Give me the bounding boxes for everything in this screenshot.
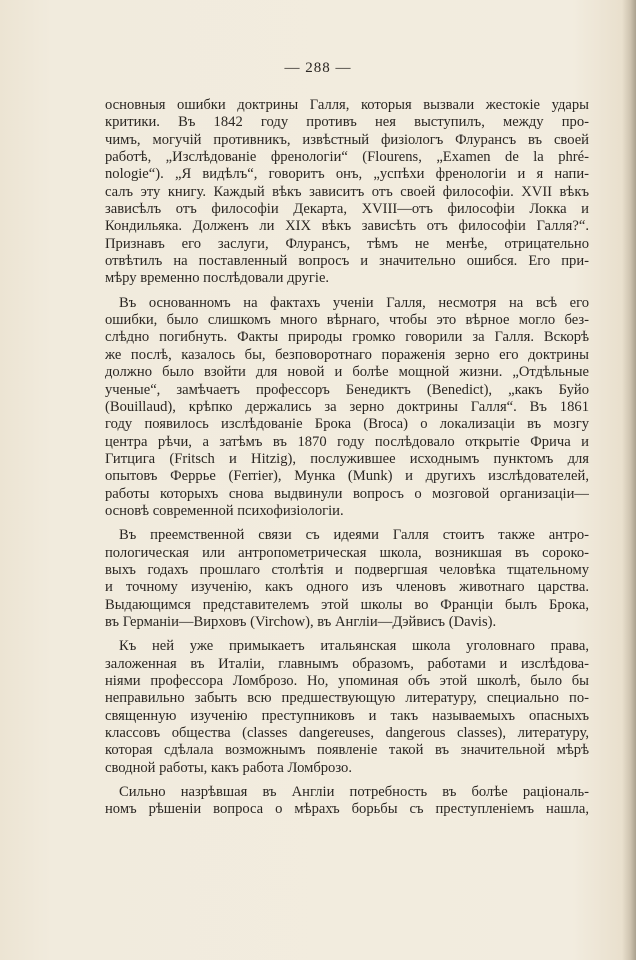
text-line: священную изученію преступниковъ и такъ называемыхъ опасныхъ	[105, 707, 589, 724]
text-line: которая сдѣлала возможнымъ появленіе такой въ значительной мѣрѣ	[105, 742, 589, 759]
text-line: выхъ годахъ прошлаго столѣтія и подвергшая человѣка тщательному	[105, 561, 589, 578]
text-line: ніями профессора Ломброзо. Но, упоминая объ этой школѣ, было бы	[105, 673, 589, 689]
text-line: и точному изученію, какъ одного изъ членовъ животнаго царства.	[105, 579, 589, 596]
text-line: ошибки, было слишкомъ много вѣрнаго, чтобы это вѣрное могло без-	[105, 312, 589, 329]
text-line: году появилось изслѣдованіе Брока (Broca) о локализаціи въ мозгу	[105, 416, 589, 433]
text-line: пологическая или антропометрическая школа, возникшая въ сороко-	[105, 544, 589, 561]
paragraph	[105, 784, 589, 819]
text-line: ученые“, замѣчаетъ профессоръ Бенедиктъ (Benedict), „какъ Буйо	[105, 381, 589, 398]
body-text	[105, 97, 589, 819]
text-line: въ Германіи—Вирховъ (Virchow), въ Англіи—Дэйвисъ (Davis).	[105, 613, 497, 630]
text-line: Кондильяка. Долженъ ли XIX вѣкъ зависѣть отъ философіи Галля?“.	[105, 218, 589, 235]
text-line: слѣдно погибнуть. Факты природы громко говорили за Галля. Вскорѣ	[105, 329, 589, 346]
page-number: — 288 —	[284, 60, 352, 76]
text-line: мѣру временно послѣдовали другіе.	[105, 270, 330, 287]
page-binding-shadow	[622, 0, 636, 960]
text-line: номъ рѣшеніи вопроса о мѣрахъ борьбы съ преступленіемъ нашла,	[105, 801, 589, 818]
paragraph	[105, 527, 589, 631]
text-line: неправильно забыть всю предшествующую литературу, специально по-	[105, 690, 589, 707]
text-line: чимъ, могучій противникъ, извѣстный физіологъ Флурансъ въ своей	[105, 131, 589, 148]
text-line: работѣ, „Изслѣдованіе френологіи“ (Flourens, „Examen de la phré-	[105, 149, 589, 166]
text-line: Признавъ его заслуги, Флурансъ, тѣмъ не менѣе, отрицательно	[105, 235, 589, 252]
paragraph	[105, 295, 589, 520]
text-line: критики. Въ 1842 году противъ нея выступилъ, между про-	[105, 114, 589, 131]
text-line: сводной работы, какъ работа Ломброзо.	[105, 759, 352, 776]
text-line: (Bouillaud), крѣпко держались за зерно доктрины Галля“. Въ 1861	[105, 398, 589, 415]
text-line: Сильно назрѣвшая въ Англіи потребность въ болѣе раціональ-	[119, 784, 589, 801]
text-line: заложенная въ Италіи, главнымъ образомъ, работами и изслѣдова-	[105, 655, 589, 672]
text-line: классовъ общества (classes dangereuses, dangerous classes), литературу,	[105, 725, 589, 742]
text-line: центра рѣчи, а затѣмъ въ 1870 году послѣдовало открытіе Фрича и	[105, 433, 589, 450]
text-line: отвѣтилъ на поставленный вопросъ и значительно ошибся. Его при-	[105, 253, 589, 270]
paragraph	[105, 638, 589, 777]
paragraph-spacer	[105, 288, 589, 295]
text-line: опытовъ Феррье (Ferrier), Мунка (Munk) и другихъ изслѣдователей,	[105, 468, 589, 485]
paragraph-spacer	[105, 520, 589, 527]
text-line: Къ ней уже примыкаетъ итальянская школа уголовнаго права,	[119, 638, 589, 655]
text-line: Выдающимся представителемъ этой школы во Франціи былъ Брока,	[105, 596, 589, 613]
text-line: Гитцига (Fritsch и Hitzig), послужившее исходнымъ пунктомъ для	[105, 450, 589, 467]
text-line: основныя ошибки доктрины Галля, которыя вызвали жестокіе удары	[105, 97, 589, 113]
paragraph	[105, 97, 589, 288]
text-line: должно было взойти для новой и болѣе мощной жизни. „Отдѣльные	[105, 364, 589, 381]
text-line: же послѣ, казалось бы, безповоротнаго пораженія зерно его доктрины	[105, 346, 589, 363]
text-line: Въ преемственной связи съ идеями Галля стоитъ также антро-	[119, 527, 589, 544]
text-line: салъ эту книгу. Каждый вѣкъ зависитъ отъ своей философіи. XVII вѣкъ	[105, 183, 589, 200]
text-line: Въ основанномъ на фактахъ ученіи Галля, несмотря на всѣ его	[119, 294, 589, 311]
text-line: работы которыхъ снова выдвинули вопросъ о мозговой организаціи—	[105, 485, 589, 502]
text-line: зависѣлъ отъ философіи Декарта, XVIII—отъ философіи Локка и	[105, 201, 589, 218]
paragraph-spacer	[105, 631, 589, 638]
paragraph-spacer	[105, 777, 589, 784]
text-line: nologie“). „Я видѣлъ“, говоритъ онъ, „успѣхи френологіи и я напи-	[105, 166, 589, 183]
text-line: основѣ современной психофизіологіи.	[105, 502, 344, 519]
